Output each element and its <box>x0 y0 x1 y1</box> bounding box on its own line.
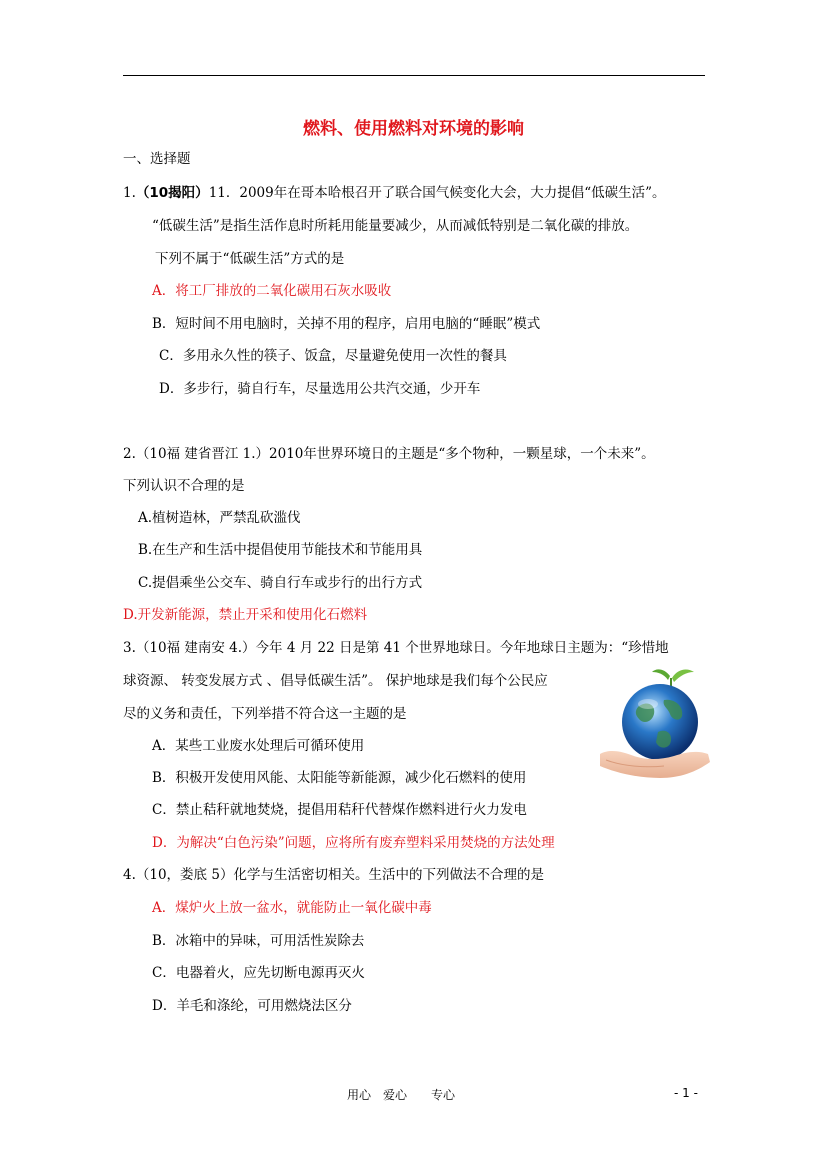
q1-option-c: C．多用永久性的筷子、饭盒，尽量避免使用一次性的餐具 <box>159 348 507 364</box>
q2-option-a: A.植树造林，严禁乱砍滥伐 <box>138 510 301 526</box>
q4-option-a: A．煤炉火上放一盆水，就能防止一氧化碳中毒 <box>152 900 432 916</box>
q3-option-b: B．积极开发使用风能、太阳能等新能源，减少化石燃料的使用 <box>152 770 527 786</box>
q3-option-c: C．禁止秸秆就地焚烧，提倡用秸秆代替煤作燃料进行火力发电 <box>152 802 527 818</box>
page-number: - 1 - <box>674 1086 698 1100</box>
q2-option-c: C.提倡乘坐公交车、骑自行车或步行的出行方式 <box>138 575 423 591</box>
footer-motto: 用心 爱心 专心 <box>347 1088 456 1102</box>
globe-in-hands-image <box>600 662 712 782</box>
q1-source-tag: （10揭阳） <box>135 185 209 201</box>
q1-stem-line2: “低碳生活”是指生活作息时所耗用能量要减少，从而减低特别是二氧化碳的排放。 <box>152 218 639 234</box>
q3-stem-line2: 球资源、 转变发展方式 、倡导低碳生活”。 保护地球是我们每个公民应 <box>123 673 548 689</box>
section-heading: 一、选择题 <box>123 151 191 167</box>
q1-option-b: B．短时间不用电脑时，关掉不用的程序，启用电脑的“睡眠”模式 <box>152 316 541 332</box>
header-rule <box>123 75 705 76</box>
q4-option-d: D．羊毛和涤纶，可用燃烧法区分 <box>152 998 352 1014</box>
q1-option-d: D．多步行，骑自行车，尽量选用公共汽交通，少开车 <box>159 381 481 397</box>
q1-number: 1. <box>123 185 136 201</box>
q1-stem-line3: 下列不属于“低碳生活”方式的是 <box>155 251 345 267</box>
q3-option-a: A．某些工业废水处理后可循环使用 <box>152 738 365 754</box>
q4-stem-line1: 4.（10，娄底 5）化学与生活密切相关。生活中的下列做法不合理的是 <box>123 867 544 883</box>
q2-option-b: B.在生产和生活中提倡使用节能技术和节能用具 <box>138 542 423 558</box>
q4-option-b: B．冰箱中的异味，可用活性炭除去 <box>152 933 365 949</box>
q2-stem-line2: 下列认识不合理的是 <box>123 478 245 494</box>
q4-option-c: C．电器着火，应先切断电源再灭火 <box>152 965 365 981</box>
q1-stem-line1 <box>123 184 666 202</box>
q3-stem-line1: 3.（10福 建南安 4.）今年 4 月 22 日是第 41 个世界地球日。今年地球日主题为：“珍惜地 <box>123 640 669 656</box>
q3-option-d: D．为解决“白色污染”问题，应将所有废弃塑料采用焚烧的方法处理 <box>152 835 555 851</box>
q2-option-d: D.开发新能源，禁止开采和使用化石燃料 <box>123 607 368 623</box>
q1-stem-text: 11．2009年在哥本哈根召开了联合国气候变化大会，大力提倡“低碳生活”。 <box>208 185 666 201</box>
q3-stem-line3: 尽的义务和责任，下列举措不符合这一主题的是 <box>123 706 407 722</box>
q2-stem-line1: 2.（10福 建省晋江 1.）2010年世界环境日的主题是“多个物种，一颗星球，一个未来”。 <box>123 446 655 462</box>
q1-option-a: A．将工厂排放的二氧化碳用石灰水吸收 <box>152 283 392 299</box>
page-title: 燃料、使用燃料对环境的影响 <box>303 119 524 139</box>
